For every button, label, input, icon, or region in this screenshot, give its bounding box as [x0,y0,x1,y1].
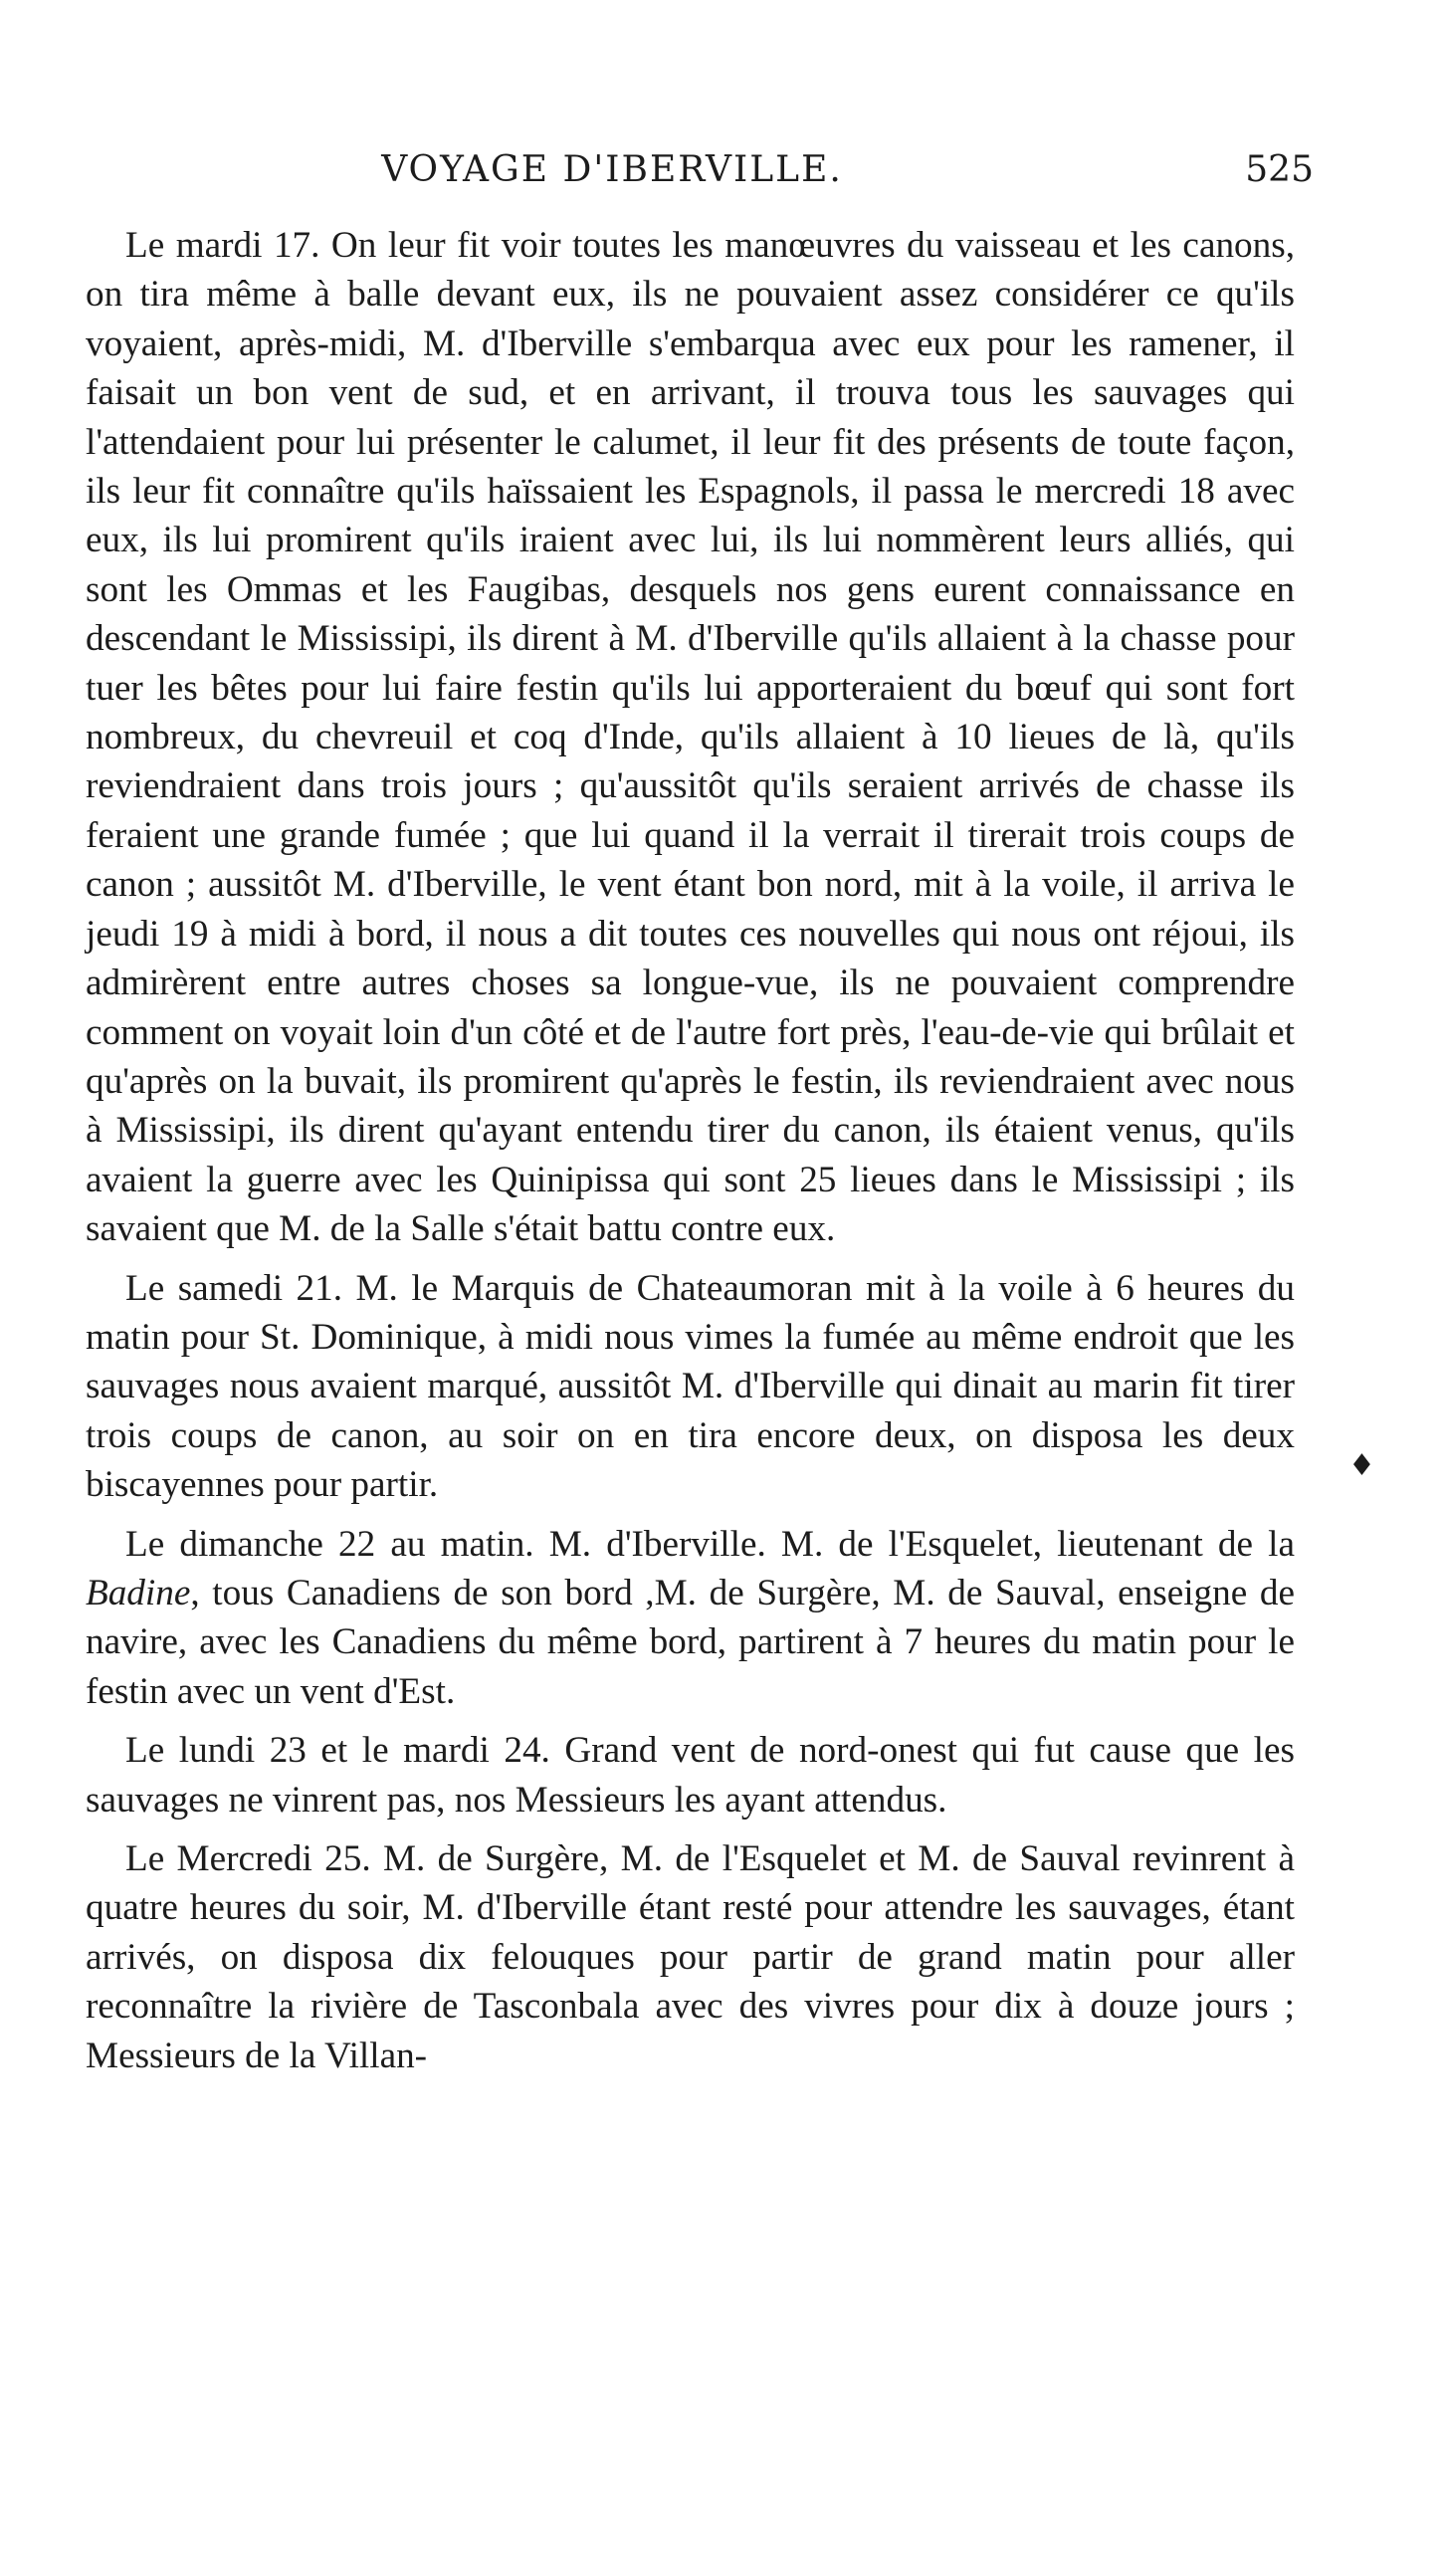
paragraph [86,1520,1295,1717]
running-header [90,149,1314,199]
running-title: VOYAGE D'IBERVILLE. [381,149,843,190]
paragraph-text: Le dimanche 22 au matin. M. d'Iberville. M. de l'Esquelet, lieutenant de la [125,1523,1295,1565]
page-number: 525 [1245,149,1314,190]
margin-mark-icon: ♦ [1348,1448,1375,1483]
paragraph: Le Mercredi 25. M. de Surgère, M. de l'Esquelet et M. de Sauval revinrent à quatre heures du soir, M. d'Iberville étant resté pour attendre les sauvages, étant arrivés, on disposa dix felouques pour partir de grand matin pour aller reconnaître la rivière de Tasconbala avec des vivres pour dix à douze jours ; Messieurs de la Villan- [86,1838,1295,2076]
body-text [86,221,1295,2080]
paragraph: Le samedi 21. M. le Marquis de Chateaumoran mit à la voile à 6 heures du matin pour St. Dominique, à midi nous vimes la fumée au même endroit que les sauvages nous avaient marqué, aussitôt M. d'Iberville qui dinait au marin fit tirer trois coups de canon, au soir on en tira encore deux, on disposa les deux biscayennes pour partir. [86,1267,1295,1506]
ship-name-italic: Badine [86,1572,191,1613]
paragraph-text: , tous Canadiens de son bord ,M. de Surgère, M. de Sauval, enseigne de navire, avec les Canadiens du même bord, partirent à 7 heures du matin pour le festin avec un vent d'Est. [86,1572,1295,1712]
paragraph: Le lundi 23 et le mardi 24. Grand vent de nord-onest qui fut cause que les sauvages ne vinrent pas, nos Messieurs les ayant attendus. [86,1730,1295,1821]
paragraph: Le mardi 17. On leur fit voir toutes les manœuvres du vaisseau et les canons, on tira même à balle devant eux, ils ne pouvaient assez considérer ce qu'ils voyaient, après-midi, M. d'Iberville s'embarqua avec eux pour les ramener, il faisait un bon vent de sud, et en arrivant, il trouva tous les sauvages qui l'attendaient pour lui présenter le calumet, il leur fit des présents de toute façon, ils leur fit connaître qu'ils haïssaient les Espagnols, il passa le mercredi 18 avec eux, ils lui promirent qu'ils iraient avec lui, ils lui nommèrent leurs alliés, qui sont les Ommas et les Faugibas, desquels nos gens eurent connaissance en descendant le Mississipi, ils dirent à M. d'Iberville qu'ils allaient à la chasse pour tuer les bêtes pour lui faire festin qu'ils lui apporteraient du bœuf qui sont fort nombreux, du chevreuil et coq d'Inde, qu'ils allaient à 10 lieues de là, qu'ils reviendraient dans trois jours ; qu'aussitôt qu'ils seraient arrivés de chasse ils feraient une grande fumée ; que lui quand il la verrait il tirerait trois coups de canon ; aussitôt M. d'Iberville, le vent étant bon nord, mit à la voile, il arriva le jeudi 19 à midi à bord, il nous a dit toutes ces nouvelles qui nous ont réjoui, ils admirèrent entre autres choses sa longue-vue, ils ne pouvaient comprendre comment on voyait loin d'un côté et de l'autre fort près, l'eau-de-vie qui brûlait et qu'après on la buvait, ils promirent qu'après le festin, ils reviendraient avec nous à Mississipi, ils dirent qu'ayant entendu tirer du canon, ils étaient venus, qu'ils avaient la guerre avec les Quinipissa qui sont 25 lieues dans le Mississipi ; ils savaient que M. de la Salle s'était battu contre eux. [86,225,1295,1250]
